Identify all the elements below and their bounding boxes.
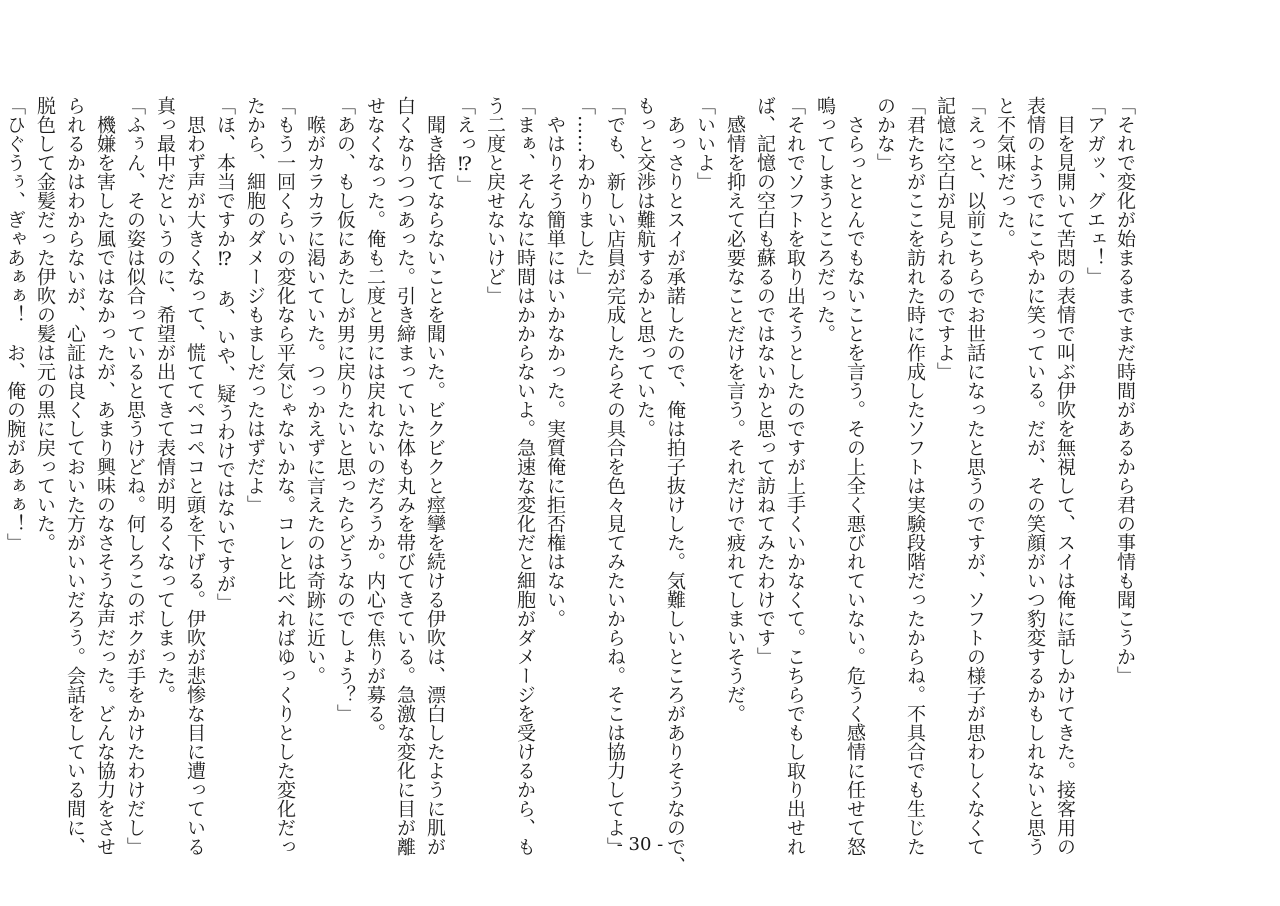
text-line: 聞き捨てならないことを聞いた。ビクビクと痙攣を続ける伊吹は、漂白したように肌が [424,96,446,856]
text-line: 白くなりつつあった。引き締まっていた体も丸みを帯びてきている。急激な変化に目が離 [394,96,416,856]
text-line: 思わず声が大きくなって、慌ててペコペコと頭を下げる。伊吹が悲惨な目に遭っている [184,96,206,856]
text-line: もっと交渉は難航するかと思っていた。 [634,96,656,438]
text-line: 「アガッ、グエェ！」 [1084,96,1106,286]
text-line: 表情のようでにこやかに笑っている。だが、その笑顔がいつ豹変するかもしれないと思う [1024,96,1046,856]
text-line: 「ひぐうぅ、ぎゃあぁぁ！ お、俺の腕があぁぁ！」 [4,96,26,552]
text-line: せなくなった。俺も二度と男には戻れないのだろうか。内心で焦りが募る。 [364,96,386,742]
text-line: 脱色して金髪だった伊吹の髪は元の黒に戻っていた。 [34,96,56,552]
text-line: 「それで変化が始まるまでまだ時間があるから君の事情も聞こうか」 [1114,96,1136,685]
text-line: と不気味だった。 [994,96,1016,248]
text-line: 「でも、新しい店員が完成したらその具合を色々見てみたいからね。そこは協力してよ」 [604,96,626,856]
text-line: 機嫌を害した風ではなかったが、あまり興味のなさそうな声だった。どんな協力をさせ [94,96,116,856]
text-line: 感情を抑えて必要なことだけを言う。それだけで疲れてしまいそうだ。 [724,96,746,723]
text-line: 「それでソフトを取り出そうとしたのですが上手くいかなくて。こちらでもし取り出せれ [784,96,806,856]
text-line: 真っ最中だというのに、希望が出てきて表情が明るくなってしまった。 [154,96,176,704]
text-line: 「……わかりました」 [574,96,596,286]
text-line: 「あの、もし仮にあたしが男に戻りたいと思ったらどうなのでしょう？」 [334,96,356,723]
text-line: 「えっと、以前こちらでお世話になったと思うのですが、ソフトの様子が思わしくなくて [964,96,986,856]
text-line: 「ふぅん、その姿は似合っていると思うけどね。何しろこのボクが手をかけたわけだし」 [124,96,146,856]
text-line: 「もう一回くらいの変化なら平気じゃないかな。コレと比べればゆっくりとした変化だっ [274,96,296,856]
text-line: られるかはわからないが、心証は良くしておいた方がいいだろう。会話をしている間に、 [64,96,86,856]
text-line: たから、細胞のダメージもましだったはずだよ」 [244,96,266,514]
text-line: 「君たちがここを訪れた時に作成したソフトは実験段階だったからね。不具合でも生じた [904,96,926,856]
text-line: 目を見開いて苦悶の表情で叫ぶ伊吹を無視して、スイは俺に話しかけてきた。接客用の [1054,96,1076,856]
page-number: - 30 - [616,834,664,855]
text-line: あっさりとスイが承諾したので、俺は拍子抜けした。気難しいところがありそうなので、 [664,96,686,875]
text-line: 喉がカラカラに渇いていた。つっかえずに言えたのは奇跡に近い。 [304,96,326,685]
text-line: さらっととんでもないことを言う。その上全く悪びれていない。危うく感情に任せて怒 [844,96,866,856]
text-line: 「ほ、本当ですか⁉ あ、いや、疑うわけではないですが」 [214,96,236,612]
text-line: 「まぁ、そんなに時間はかからないよ。急速な変化だと細胞がダメージを受けるから、も [514,96,536,856]
text-line: 記憶に空白が見られるのですよ」 [934,96,956,381]
text-line: のかな」 [874,96,896,172]
text-line: 「えっ⁉」 [454,96,476,194]
text-line: やはりそう簡単にはいかなかった。実質俺に拒否権はない。 [544,96,566,628]
text-line: う二度と戻せないけど」 [484,96,506,305]
text-line: 鳴ってしまうところだった。 [814,96,836,343]
text-line: ば、記憶の空白も蘇るのではないかと思って訪ねてみたわけです」 [754,96,776,666]
text-line: 「いいよ」 [694,96,716,191]
